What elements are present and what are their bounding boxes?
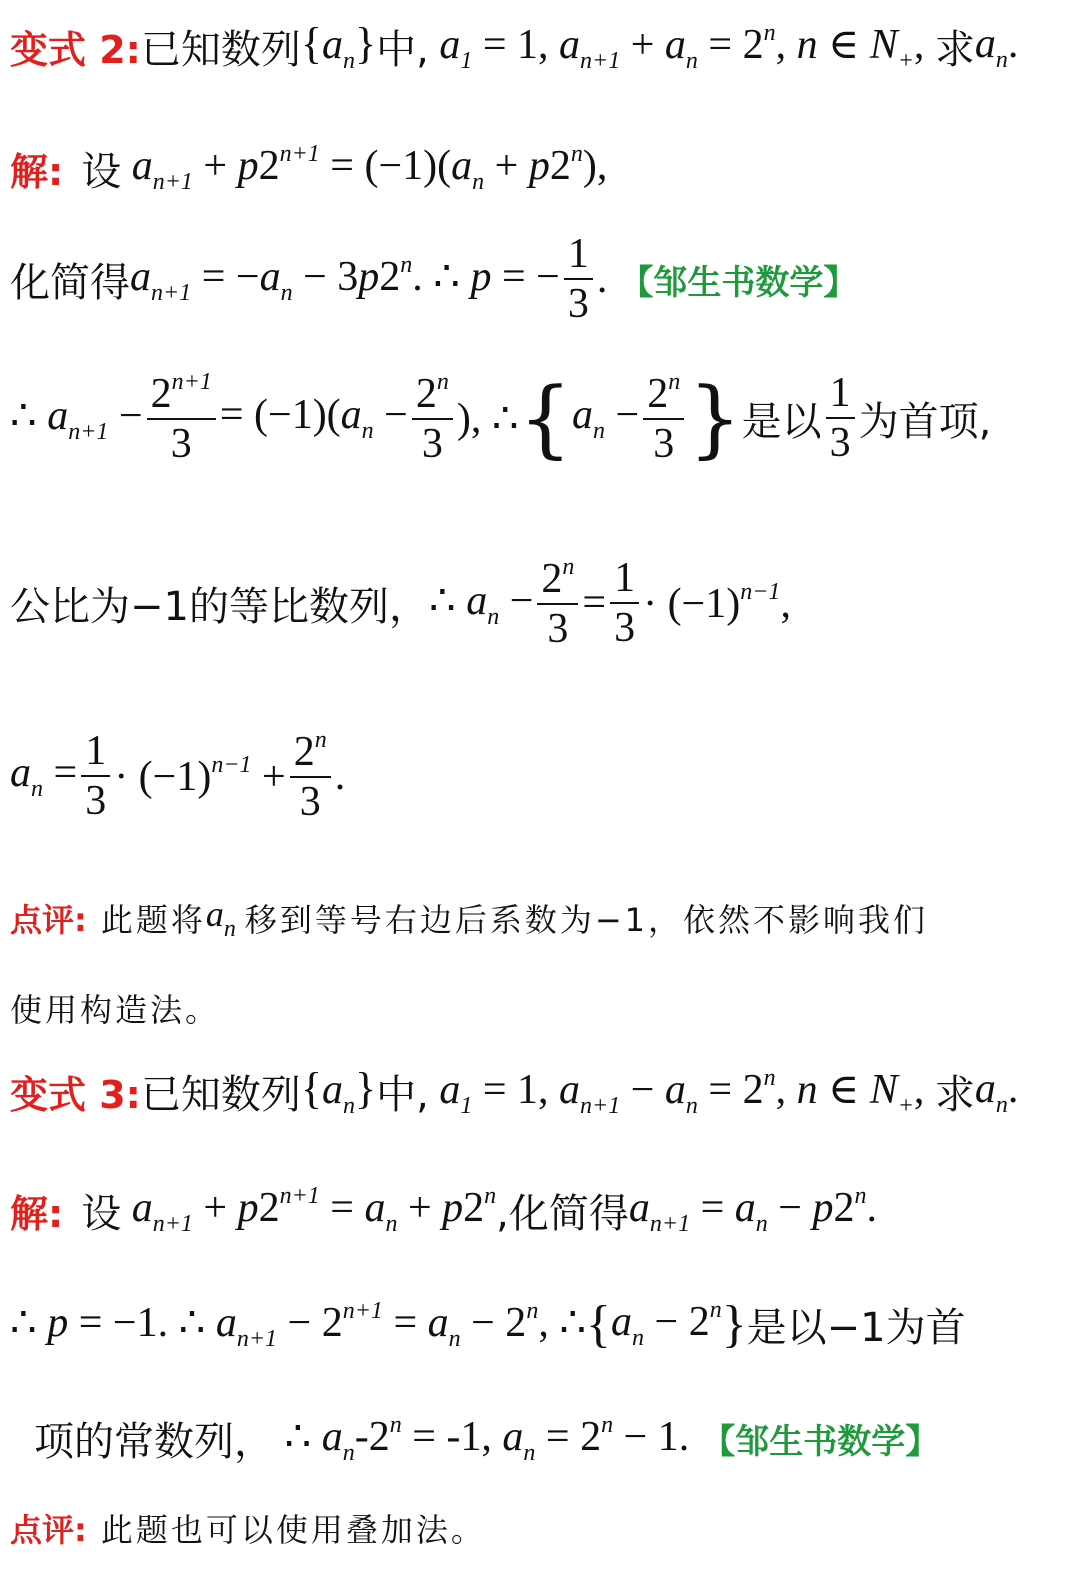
- v3-q-text1: 已知数列: [140, 1072, 301, 1118]
- v2-solution-line2: 化简得 $a_{n+1} = -a_n - 3p2^n$. ∴ p = − $\frac{1}{3}$ . 【邹生书数学】: [10, 231, 858, 328]
- v3-label: 变式 3:: [10, 1073, 141, 1117]
- v2-q-text1: 已知数列: [140, 27, 301, 73]
- v2-q-math1: $\{a_n\}$: [300, 19, 377, 74]
- v3-jie-text: 设: [81, 1191, 122, 1237]
- v2-first-term-text2: 为首项,: [858, 398, 992, 445]
- v2-solution-line3: ∴ $a_{n+1}$ − $\frac{2^{n+1}}{3}$ = $(-1)(a_n$ − $\frac{2^n}{3}$ ), ∴ { $a_n$ − $\frac{2^n}{3}$ } 是以 $\frac{1}{3}$ 为首项,: [10, 369, 992, 468]
- v3-const-text: 项的常数列，: [34, 1419, 274, 1465]
- v2-question: [10, 18, 1018, 75]
- v2-jie-math: $a_{n+1} + p2^{n+1} = (-1)(a_n + p2^n)$,: [131, 141, 608, 195]
- v2-jie-label: 解:: [10, 150, 64, 194]
- v3-jie-label: 解:: [10, 1192, 64, 1236]
- v2-comment-text1: 此题将: [100, 901, 206, 939]
- v2-simplify-math: $a_{n+1} = -a_n - 3p2^n$. ∴ p = −: [130, 252, 560, 307]
- v2-comment-label: 点评:: [10, 901, 87, 939]
- v3-comment-text: 此题也可以使用叠加法。: [100, 1511, 486, 1549]
- v2-q-math2: $a_1 = 1$, $a_{n+1} + a_n = 2^n$, n ∈ $N_+$,: [439, 19, 935, 74]
- v3-q-text3: 求: [934, 1072, 975, 1118]
- v2-ratio-text: 公比为−1的等比数列，: [10, 583, 429, 630]
- v2-comment-text2: 移到等号右边后系数为−1，依然不影响我们: [244, 901, 929, 939]
- v2-jie-text: 设: [81, 149, 122, 195]
- v3-q-text2: 中,: [376, 1072, 429, 1118]
- v2-simplify-text: 化简得: [10, 259, 130, 306]
- v2-comment-text3: 使用构造法。: [10, 991, 221, 1029]
- v3-watermark: 【邹生书数学】: [701, 1422, 940, 1462]
- v2-first-term-text1: 是以: [741, 398, 822, 445]
- v2-q-text2: 中,: [376, 27, 429, 73]
- v2-comment: 点评: 此题将 $a_n$ 移到等号右边后系数为−1，依然不影响我们: [10, 894, 929, 942]
- v2-solution-line4: 公比为−1的等比数列， ∴ $a_n$ − $\frac{2^n}{3}$ = $\frac{1}{3}$ · $(-1)^{n-1}$,: [10, 554, 791, 653]
- v2-comment-line2: [10, 985, 220, 1031]
- v2-solution-line1: [10, 140, 607, 197]
- v2-transform-math: ∴ $a_{n+1}$ −: [10, 393, 143, 446]
- v3-solution-line2: ∴ p = −1. ∴ $a_{n+1} - 2^{n+1} = a_n - 2^n$, ∴ { $a_n - 2^n$ } 是以−1为首: [10, 1296, 966, 1353]
- v2-q-math3: $a_n$.: [974, 20, 1019, 73]
- v3-solution-line1: 解: 设 $a_{n+1} + p2^{n+1} = a_n + p2^n$ ,化简得 $a_{n+1} = a_n - p2^n$.: [10, 1183, 877, 1237]
- v3-simplify-text: ,化简得: [496, 1191, 629, 1237]
- v2-solution-line5: $a_n$ = $\frac{1}{3}$ · $(-1)^{n-1}$ + $\frac{2^n}{3}$ .: [10, 727, 346, 826]
- v3-question: 变式 3: 已知数列 $\{a_n\}$ 中, $a_1 = 1$, $a_{n+1} - a_n = 2^n$, n ∈ $N_+$, 求 $a_n$.: [10, 1064, 1019, 1119]
- v3-solution-line3: 项的常数列， ∴ $a_n-2^n = -1$, $a_n = 2^n - 1$. 【邹生书数学】: [34, 1411, 940, 1466]
- v2-p-fraction: $\frac{1}{3}$: [564, 232, 593, 326]
- v2-watermark: 【邹生书数学】: [619, 262, 858, 303]
- v3-comment-label: 点评:: [10, 1511, 87, 1549]
- v3-first-term-text: 是以−1为首: [746, 1305, 966, 1351]
- v3-comment: [10, 1505, 486, 1551]
- v2-label: 变式 2:: [10, 28, 141, 72]
- v2-q-text3: 求: [934, 27, 975, 73]
